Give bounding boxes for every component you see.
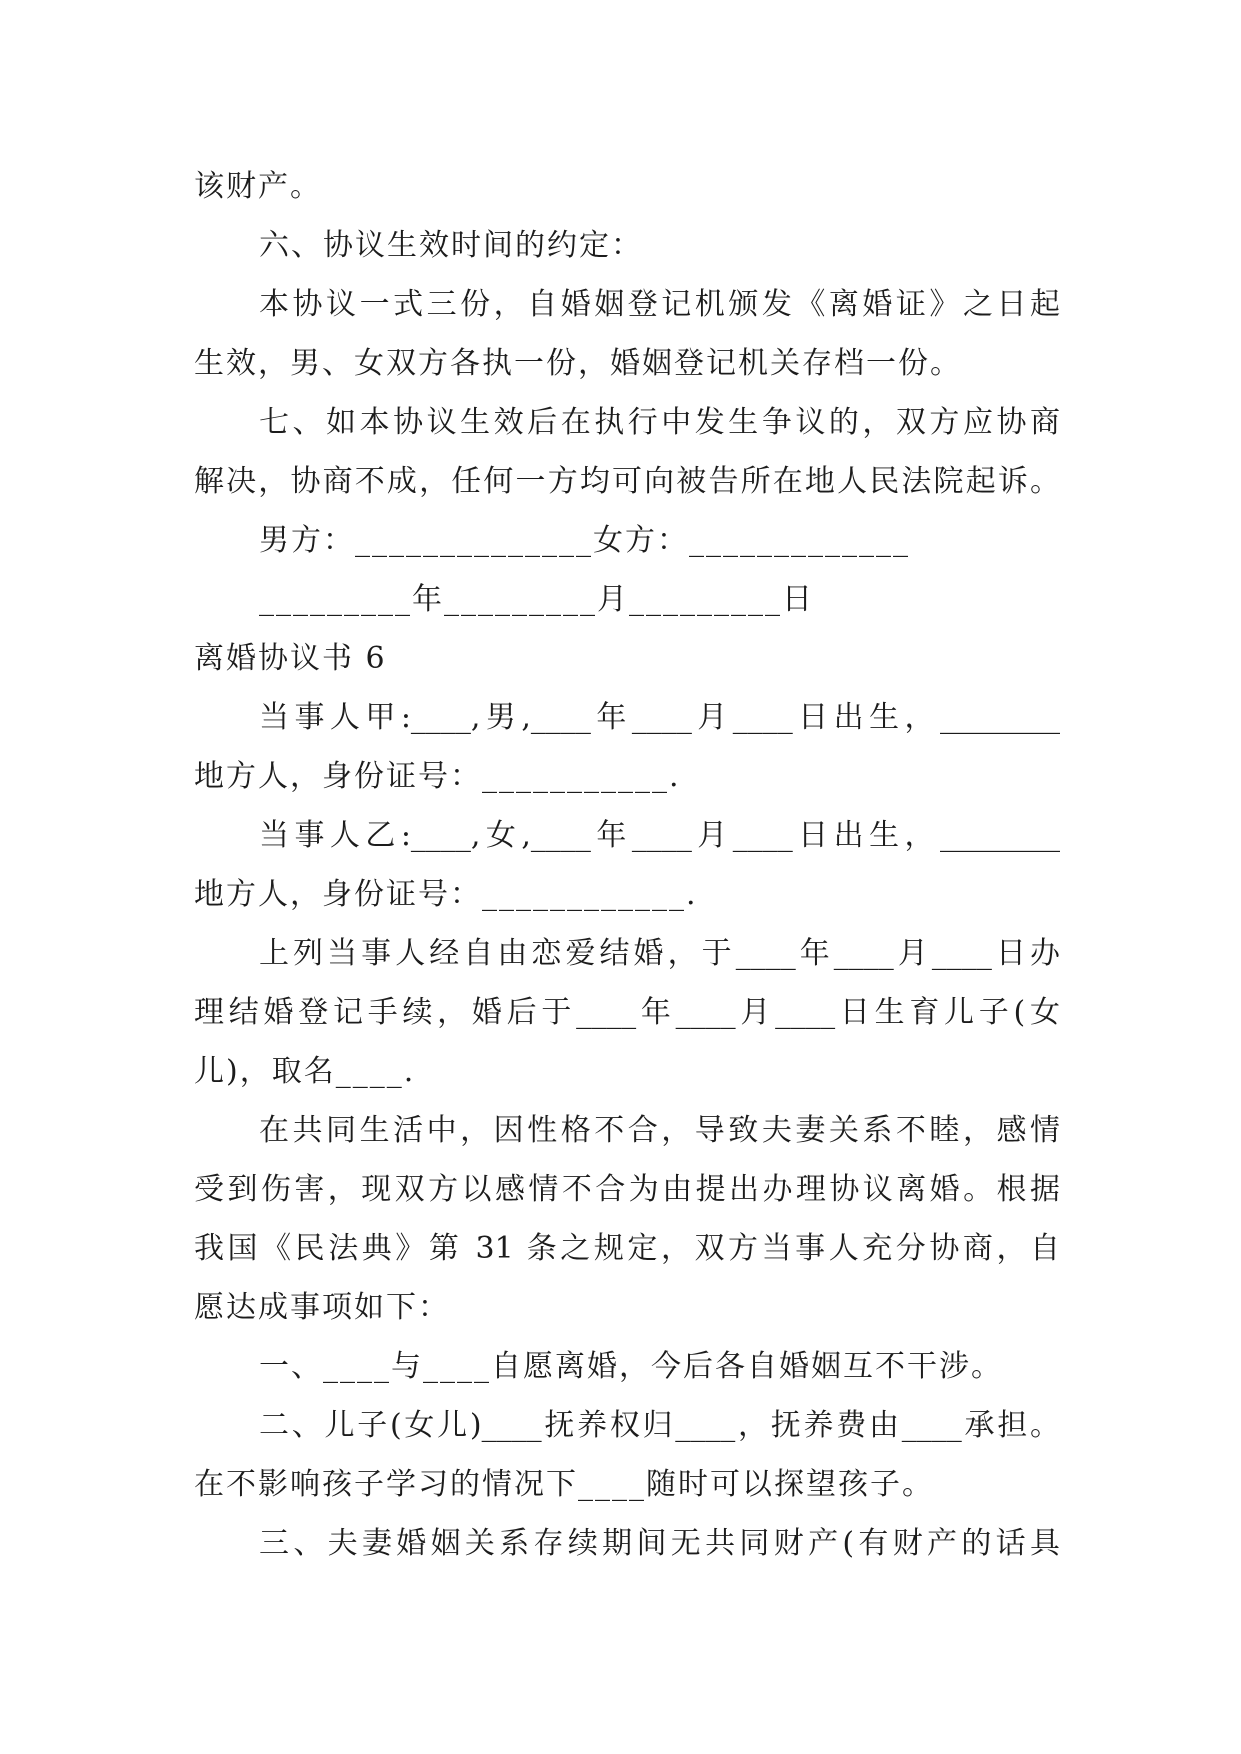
text-line: 受到伤害，现双方以感情不合为由提出办理协议离婚。根据 <box>194 1172 1060 1207</box>
clause-line: 三、夫妻婚姻关系存续期间无共同财产(有财产的话具 <box>259 1526 1060 1561</box>
text-line: 七、如本协议生效后在执行中发生争议的，双方应协商 <box>259 405 1060 440</box>
document-title: 离婚协议书 6 <box>194 641 387 676</box>
clause-line: 二、儿子(女儿)____抚养权归____，抚养费由____承担。 <box>259 1408 1060 1443</box>
text-line: 在共同生活中，因性格不合，导致夫妻关系不睦，感情 <box>259 1113 1060 1148</box>
text-line: 生效，男、女双方各执一份，婚姻登记机关存档一份。 <box>194 346 962 381</box>
party-b-line: 当事人乙:____,女,____年____月____日出生，________ <box>259 818 1060 853</box>
party-b-id-line: 地方人，身份证号：____________. <box>194 877 698 912</box>
text-line: 解决，协商不成，任何一方均可向被告所在地人民法院起诉。 <box>194 464 1060 499</box>
text-line: 本协议一式三份，自婚姻登记机颁发《离婚证》之日起 <box>259 287 1060 322</box>
party-a-line: 当事人甲:____,男,____年____月____日出生，________ <box>259 700 1060 735</box>
text-line: 在不影响孩子学习的情况下____随时可以探望孩子。 <box>194 1467 934 1502</box>
text-line: 上列当事人经自由恋爱结婚，于____年____月____日办 <box>259 936 1060 971</box>
text-line: 儿)，取名____. <box>194 1054 416 1089</box>
text-line: 理结婚登记手续，婚后于____年____月____日生育儿子(女 <box>194 995 1060 1030</box>
signature-line: 男方：______________女方：_____________ <box>259 523 910 558</box>
party-a-id-line: 地方人，身份证号：___________. <box>194 759 681 794</box>
text-line: 该财产。 <box>194 169 322 204</box>
section-heading: 六、协议生效时间的约定： <box>259 228 643 263</box>
clause-line: 一、____与____自愿离婚，今后各自婚姻互不干涉。 <box>259 1349 1003 1384</box>
text-line: 愿达成事项如下： <box>194 1290 450 1325</box>
date-line: _________年_________月_________日 <box>259 582 814 617</box>
text-line: 我国《民法典》第 31 条之规定，双方当事人充分协商，自 <box>194 1231 1060 1266</box>
